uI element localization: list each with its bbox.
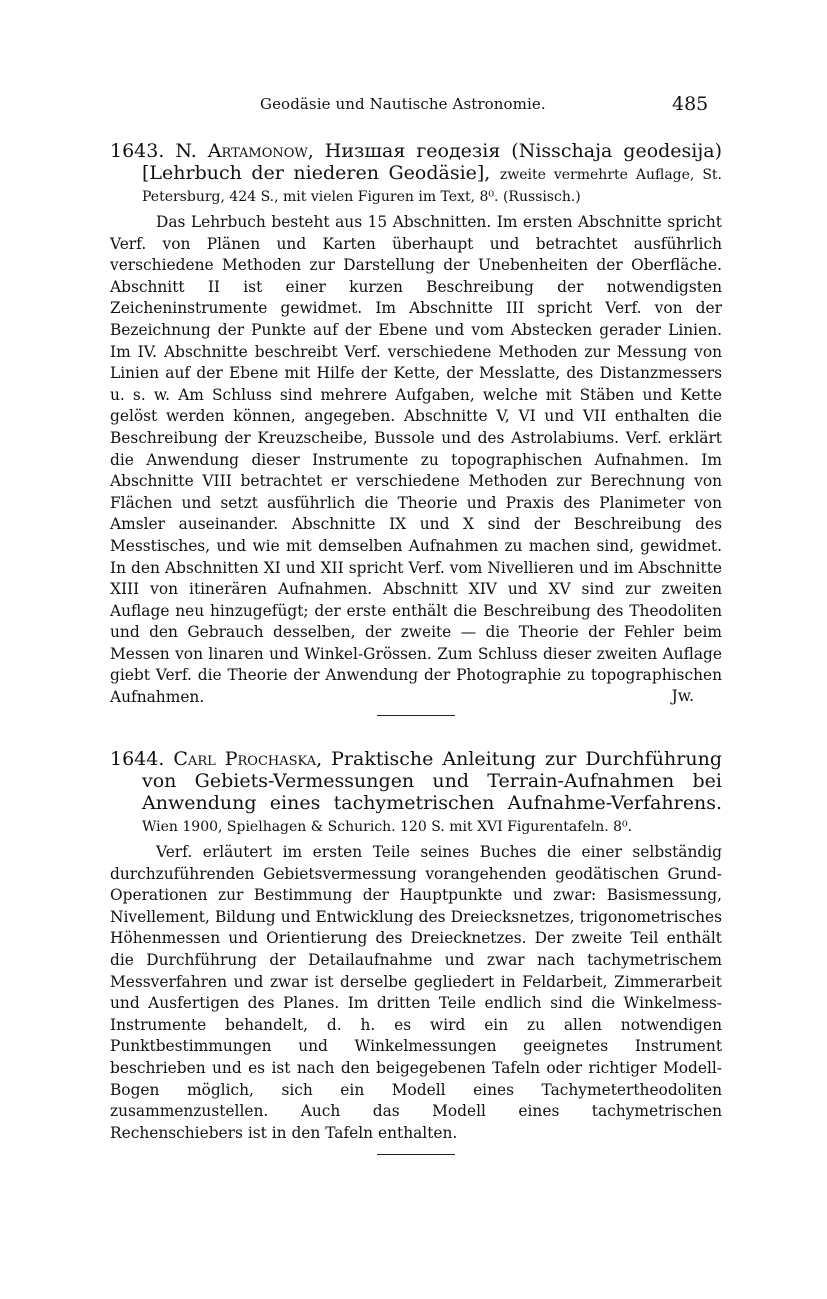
entry-author: N. Artamonow, [175,140,314,162]
page-header [0,93,827,123]
entry-publication: Wien 1900, Spielhagen & Schurich. 120 S. mit XVI Figurentafeln. 8⁰. [142,819,633,835]
entry-1644 [110,748,722,1155]
entry-body: Verf. erläutert im ersten Teile seines Buches die einer selbständig durchzuführenden Gebietsvermessung vorangehenden geodätischen Grund-Operationen zur Bestimmung der Hauptpunkte und zwar: Basismessung, Nivellement, Bildung und Entwicklung des Dreiecksnetzes, trigonometrisches Höhenmessen und Orientierung des Dreiecknetzes. Der zweite Teil enthält die Durchführung der Detailaufnahme und zwar nach tachymetrischem Messverfahren und zwar ist derselbe gegliedert in Feldarbeit, Zimmerarbeit und Ausfertigen des Planes. Im dritten Teile endlich sind die Winkelmess-Instrumente behandelt, d. h. es wird ein zu allen notwendigen Punktbestimmungen und Winkelmessungen geeignetes Instrument beschrieben und es ist nach den beigegebenen Tafeln oder richtiger Modell-Bogen möglich, sich ein Modell eines Tachymetertheodoliten zusammenzustellen. Auch das Modell eines tachymetrischen Rechenschiebers ist in den Tafeln enthalten. [110,843,722,1142]
entry-publication: zweite vermehrte Auflage, St. Petersburg, 424 S., mit vielen Figuren im Text, 8⁰. (Russisch.) [142,167,722,205]
entry-signature: Jw. [671,687,694,706]
running-title: Geodäsie und Nautische Astronomie. [260,95,546,113]
entry-body: Das Lehrbuch besteht aus 15 Abschnitten. Im ersten Abschnitte spricht Verf. von Plänen und Karten überhaupt und betrachtet ausführlich verschiedene Methoden zur Darstellung der Unebenheiten der Oberfläche. Abschnitt II ist einer kurzen Beschreibung der notwendigsten Zeicheninstrumente gewidmet. Im Abschnitte III spricht Verf. von der Bezeichnung der Punkte auf der Ebene und vom Abstecken gerader Linien. Im IV. Abschnitte beschreibt Verf. verschiedene Methoden zur Messung von Linien auf der Ebene mit Hilfe der Kette, der Messlatte, des Distanzmessers u. s. w. Am Schluss sind mehrere Aufgaben, welche mit Stäben und Kette gelöst werden können, angegeben. Abschnitte V, VI und VII enthalten die Beschreibung der Kreuzscheibe, Bussole und des Astrolabiums. Verf. erklärt die Anwendung dieser Instrumente zu topographischen Aufnahmen. Im Abschnitte VIII betrachtet er verschiedene Methoden zur Berechnung von Flächen und setzt ausführlich die Theorie und Praxis des Planimeter von Amsler auseinander. Abschnitte IX und X sind der Beschreibung des Messtisches, und wie mit demselben Aufnahmen zu machen sind, gewidmet. In den Abschnitten XI und XII spricht Verf. vom Nivellieren und im Abschnitte XIII von itinerären Aufnahmen. Abschnitt XIV und XV sind zur zweiten Auflage neu hinzugefügt; der erste enthält die Beschreibung des Theodoliten und den Gebrauch desselben, der zweite — die Theorie der Fehler beim Messen von linaren und Winkel-Grössen. Zum Schluss dieser zweiten Auflage giebt Verf. die Theorie der Anwendung der Photographie zu topographischen Aufnahmen. [110,213,722,707]
entry-heading [110,140,722,206]
entry-title: Низшая геодезія (Nisschaja geodesija) [Lehrbuch der niederen Geodäsie], [142,140,723,184]
entry-number: 1644. [110,748,165,770]
entry-number: 1643. [110,140,165,162]
separator-rule [377,1154,455,1155]
separator-rule [377,715,455,716]
entry-author: Carl Prochaska, [173,748,323,770]
page-number: 485 [672,93,709,115]
entry-1643 [110,140,722,716]
entry-title: Praktische Anleitung zur Durchführung von Gebiets-Vermessungen und Terrain-Aufnahmen bei Anwendung eines tachymetrischen Aufnahme-Verfahrens. [142,748,722,814]
entry-heading [110,748,722,836]
